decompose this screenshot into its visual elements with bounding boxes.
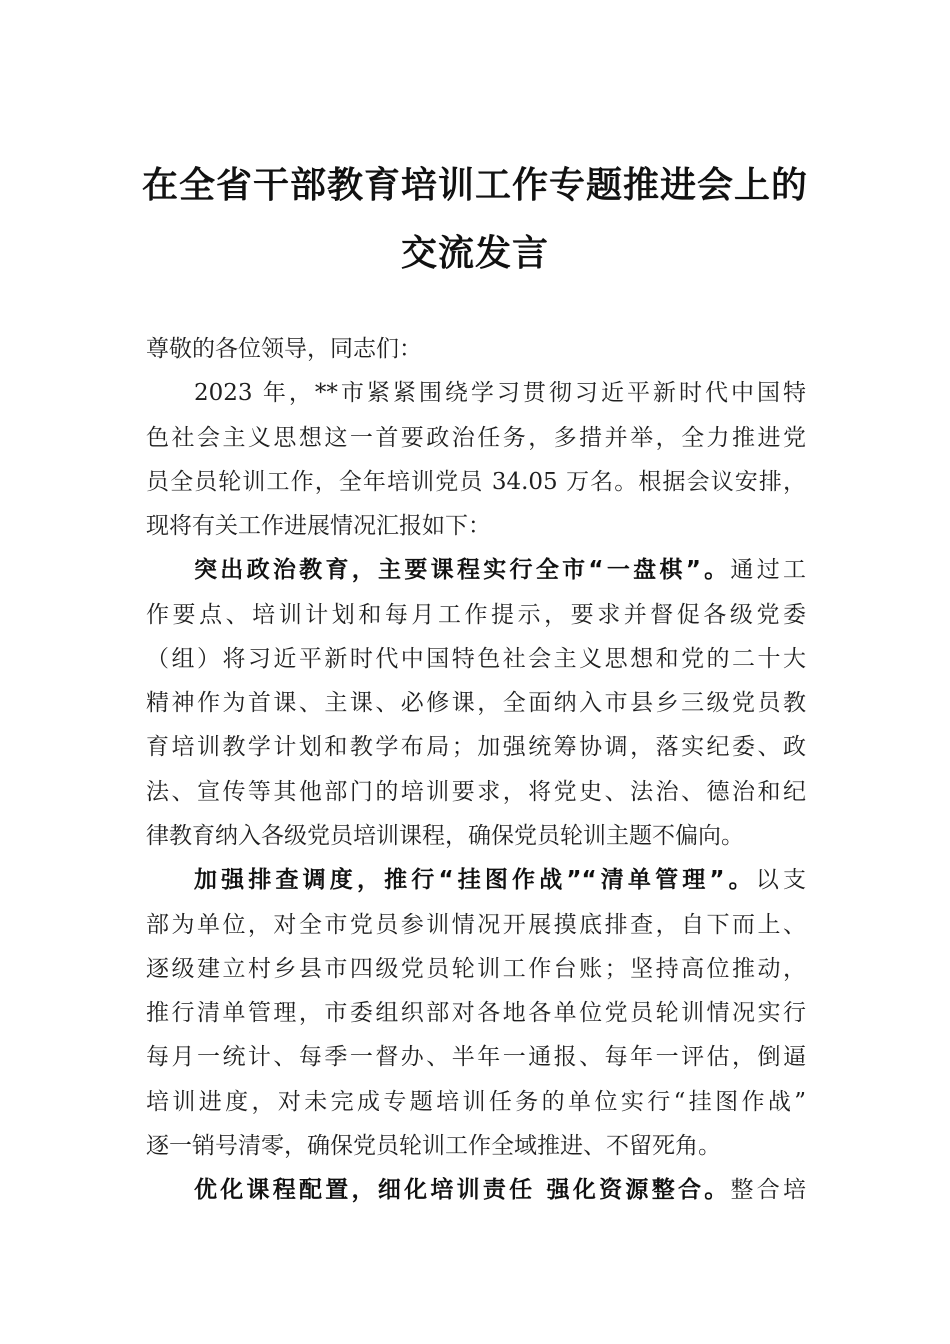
section2-heading: 加强排查调度，推行“挂图作战”“清单管理”。 — [194, 867, 756, 893]
section3-heading: 优化课程配置，细化培训责任 强化资源整合。 — [194, 1177, 731, 1203]
document-title-continued: 交流发言 — [400, 232, 549, 274]
section2-line: 部为单位，对全市党员参训情况开展摸底排查，自下而上、 — [146, 912, 806, 938]
section1-line: 精神作为首课、主课、必修课，全面纳入市县乡三级党员教 — [146, 690, 806, 716]
section2-line: 培训进度，对未完成专题培训任务的单位实行“挂图作战” — [146, 1089, 806, 1115]
section2-line: 推行清单管理，市委组织部对各地各单位党员轮训情况实行 — [146, 1000, 806, 1026]
salutation: 尊敬的各位领导，同志们： — [146, 336, 422, 362]
section1-line: 法、宣传等其他部门的培训要求，将党史、法治、德治和纪 — [146, 779, 806, 805]
section2-line: 逐级建立村乡县市四级党员轮训工作台账；坚持高位推动， — [146, 956, 806, 982]
intro-line: 现将有关工作进展情况汇报如下： — [146, 513, 491, 539]
section1-line: （组）将习近平新时代中国特色社会主义思想和党的二十大 — [146, 646, 806, 672]
document-title: 在全省干部教育培训工作专题推进会上的 — [141, 164, 808, 206]
section1-first-line — [194, 554, 806, 586]
section1-line: 律教育纳入各级党员培训课程，确保党员轮训主题不偏向。 — [146, 823, 744, 849]
section3-text: 整合培 — [730, 1177, 807, 1203]
section2-line: 每月一统计、每季一督办、半年一通报、每年一评估，倒逼 — [146, 1044, 806, 1070]
intro-line: 2023 年，**市紧紧围绕学习贯彻习近平新时代中国特 — [194, 380, 806, 406]
section2-first-line — [194, 864, 806, 896]
intro-line: 色社会主义思想这一首要政治任务，多措并举，全力推进党 — [146, 425, 806, 451]
section1-line: 育培训教学计划和教学布局；加强统筹协调，落实纪委、政 — [146, 734, 806, 760]
section3-first-line — [194, 1174, 806, 1206]
section2-text: 以支 — [755, 867, 807, 893]
section1-heading: 突出政治教育，主要课程实行全市“一盘棋”。 — [194, 557, 731, 583]
section2-line: 逐一销号清零，确保党员轮训工作全域推进、不留死角。 — [146, 1133, 721, 1159]
section1-text: 通过工 — [730, 557, 807, 583]
section1-line: 作要点、培训计划和每月工作提示，要求并督促各级党委 — [146, 602, 806, 628]
intro-line: 员全员轮训工作，全年培训党员 34.05 万名。根据会议安排， — [146, 469, 806, 495]
